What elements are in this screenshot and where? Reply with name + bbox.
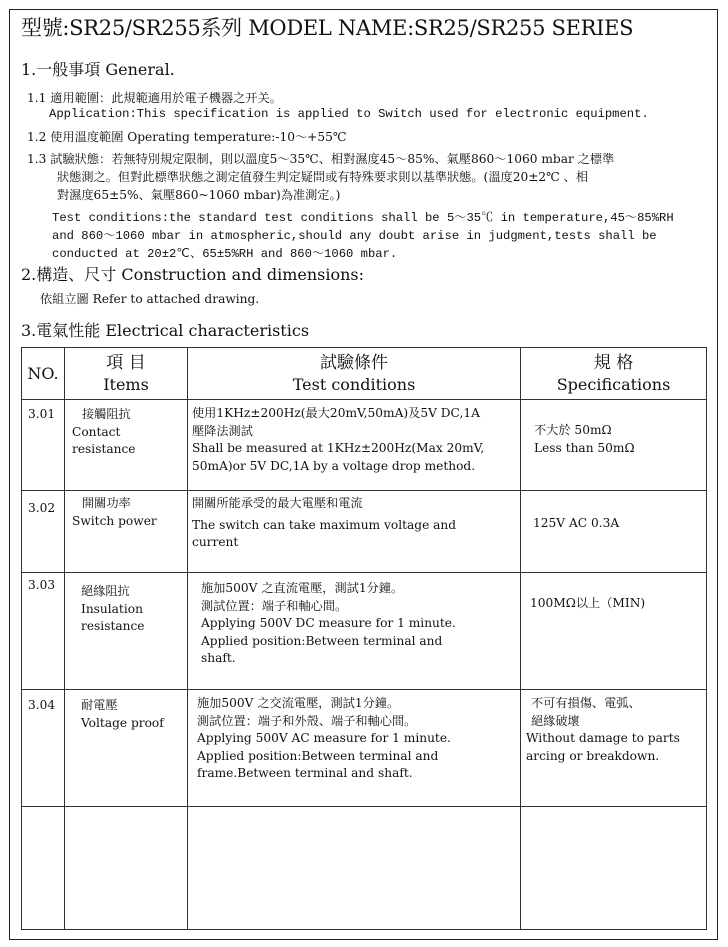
row-number: 3.04: [28, 698, 56, 712]
row-test-condition: 使用1KHz±200Hz(最大20mV,50mA)及5V DC,1A 壓降法測試 Shall be measured at 1KHz±200Hz(Max 20mV, 50mA)or 5V DC,1A by a voltage drop method.: [192, 406, 485, 473]
item-1-1-en: Application:This specification is applied to Switch used for electronic equipment.: [49, 107, 649, 121]
section-1-heading: 1.一般事項 General.: [21, 60, 175, 79]
row-number: 3.01: [28, 407, 56, 421]
row-specification: 125V AC 0.3A: [533, 516, 620, 530]
item-1-3-zh-line3: 對濕度65±5%、氣壓860~1060 mbar)為准測定。): [57, 188, 341, 202]
row-number: 3.02: [28, 501, 56, 515]
col-header-items: 項 目 Items: [65, 348, 188, 400]
section-2-heading: 2.構造、尺寸 Construction and dimensions:: [21, 265, 365, 284]
col-header-specifications: 規 格 Specifications: [521, 348, 707, 400]
row-item: 開關功率 Switch power: [72, 496, 157, 528]
item-1-1-zh: 1.1 適用範圍：此規範適用於電子機器之开关。: [27, 91, 282, 105]
item-1-3-en-line1: Test conditions:the standard test conditions shall be 5～35℃ in temperature,45～85%RH: [52, 211, 674, 225]
table-row: [22, 491, 707, 573]
col-header-test-conditions: 試驗條件 Test conditions: [188, 348, 521, 400]
item-1-3-zh-line1: 1.3 試驗狀態：若無特別規定限制，則以溫度5～35℃、相對濕度45～85%、氣壓860～1060 mbar 之標準: [27, 152, 615, 166]
row-test-condition: 施加500V 之交流電壓，測試1分鐘。 測試位置：端子和外殼、端子和軸心間。 Applying 500V AC measure for 1 minute. Applied position:Between terminal and frame.Between terminal and shaft.: [197, 696, 451, 780]
row-specification: 100MΩ以上（MIN): [530, 596, 646, 610]
section-2-note: 依組立圖 Refer to attached drawing.: [40, 292, 260, 306]
item-1-3-zh-line2: 狀態測之。但對此標準狀態之測定值發生判定疑問或有特殊要求則以基準狀態。(溫度20±2℃ 、相: [57, 170, 589, 184]
table-row: [22, 400, 707, 491]
row-item: 接觸阻抗 Contact resistance: [72, 407, 136, 456]
table-row: [22, 690, 707, 807]
electrical-characteristics-table: [21, 347, 707, 930]
row-test-condition: 施加500V 之直流電壓，測試1分鐘。 測試位置：端子和軸心間。 Applying 500V DC measure for 1 minute. Applied position:Between terminal and shaft.: [201, 581, 456, 665]
section-3-heading: 3.電氣性能 Electrical characteristics: [21, 321, 310, 340]
item-1-3-en-line3: conducted at 20±2℃、65±5%RH and 860～1060 mbar.: [52, 247, 398, 261]
item-1-2: 1.2 使用溫度範圍 Operating temperature:-10～+55℃: [27, 130, 347, 144]
row-item: 絕緣阻抗 Insulation resistance: [81, 584, 145, 633]
row-item: 耐電壓 Voltage proof: [81, 698, 164, 730]
row-specification: 不大於 50mΩ Less than 50mΩ: [534, 423, 635, 455]
table-row: [22, 573, 707, 690]
row-specification: 不可有損傷、電弧、 絕緣破壞 Without damage to parts arcing or breakdown.: [526, 696, 680, 763]
table-row-empty: [22, 807, 707, 930]
row-number: 3.03: [28, 578, 56, 592]
item-1-3-en-line2: and 860～1060 mbar in atmospheric,should any doubt arise in judgment,tests shall be: [52, 229, 657, 243]
table-header-row: [22, 348, 707, 400]
page-title: 型號:SR25/SR255系列 MODEL NAME:SR25/SR255 SERIES: [21, 16, 634, 40]
row-test-condition: 開關所能承受的最大電壓和電流 The switch can take maximum voltage and current: [192, 496, 457, 549]
col-header-no: NO.: [22, 348, 65, 400]
